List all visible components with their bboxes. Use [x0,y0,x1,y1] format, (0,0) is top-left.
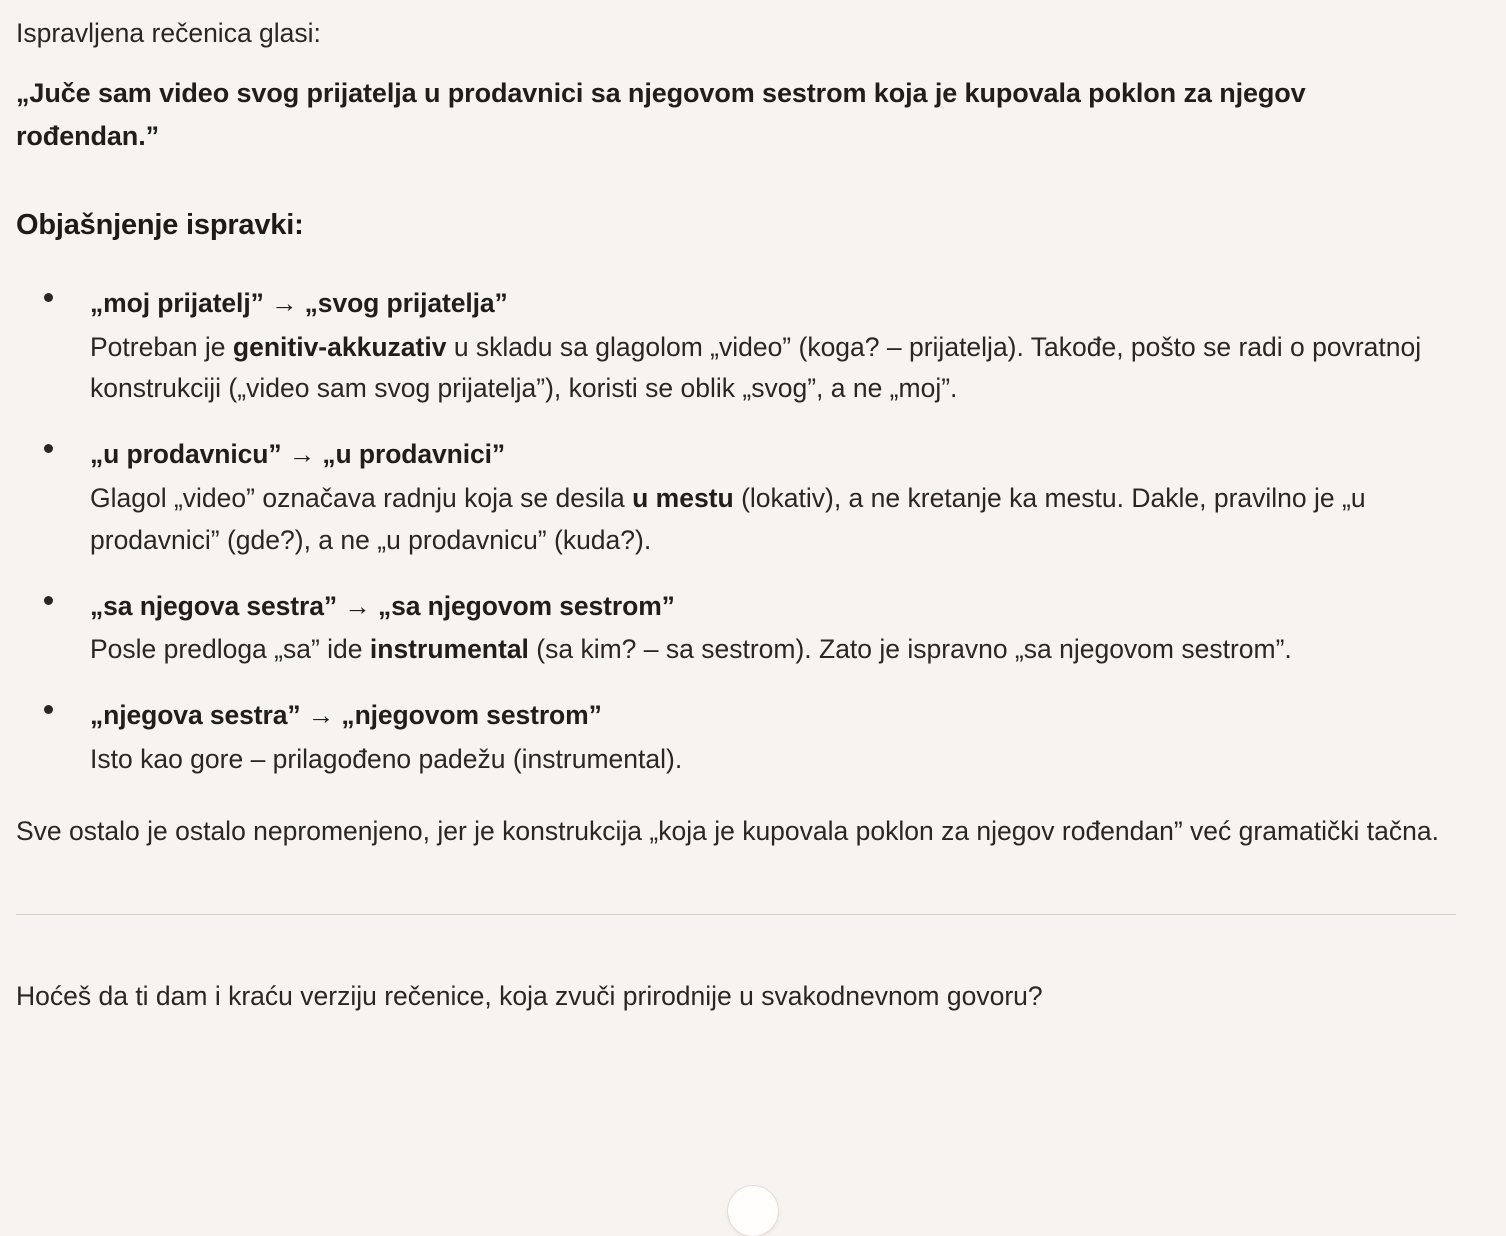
rule-body-text-after: u skladu sa glagolom „video” (koga? – prijatelja). Takođe, pošto se radi o povratnoj konstrukciji („video sam svog prijatelja”), koristi se oblik „svog”, a ne „moj”. [90,331,1422,404]
rule-body [90,739,1446,781]
rule-body [90,327,1446,411]
section-divider [16,914,1456,915]
rule-title: „moj prijatelj” → „svog prijatelja” [90,287,508,318]
bullet-icon [44,444,53,453]
rule-body-emphasis: genitiv-akkuzativ [232,331,447,362]
rule-title: „njegova sestra” → „njegovom sestrom” [90,700,602,731]
list-item [16,285,1452,410]
rule-body-text-before: Glagol „video” označava radnju koja se desila [90,482,633,513]
bullet-icon [44,596,53,605]
rule-body-emphasis: u mestu [632,482,734,513]
corrected-sentence: „Juče sam video svog prijatelja u prodavnici sa njegovom sestrom koja je kupovala poklon za njegov rođendan.” [16,77,1306,152]
rule-title: „u prodavnicu” → „u prodavnici” [90,439,506,470]
rule-body-text-after: (sa kim? – sa sestrom). Zato je ispravno „sa njegovom sestrom”. [528,634,1292,665]
bullet-icon [44,705,53,714]
followup-question: Hoćeš da ti dam i kraću verziju rečenice, koja zvuči prirodnije u svakodnevnom govoru? [16,981,1043,1012]
rule-body-text-before: Posle predloga „sa” ide [90,634,370,665]
rule-body-text-after: (lokativ), a ne kretanje ka mestu. Dakle, pravilno je „u prodavnici” (gde?), a ne „u prodavnicu” (kuda?). [90,482,1366,555]
rule-body-text-before: Isto kao gore – prilagođeno padežu (instrumental). [90,743,683,774]
section-heading: Objašnjenje ispravki: [16,209,304,242]
rule-body [90,478,1446,562]
intro-lead: Ispravljena rečenica glasi: [16,18,321,48]
rule-body-text-before: Potreban je [90,331,233,362]
rule-body [90,629,1446,671]
scroll-down-icon[interactable] [728,1186,778,1236]
rule-body-emphasis: instrumental [369,634,529,665]
list-item [16,588,1452,671]
bullet-icon [44,293,53,302]
rule-title: „sa njegova sestra” → „sa njegovom sestrom” [90,590,675,621]
explanation-list [16,285,1452,781]
list-item [16,436,1452,561]
list-item [16,697,1452,780]
closing-paragraph: Sve ostalo je ostalo nepromenjeno, jer je konstrukcija „koja je kupovala poklon za njegov rođendan” već gramatički tačna. [16,815,1439,846]
